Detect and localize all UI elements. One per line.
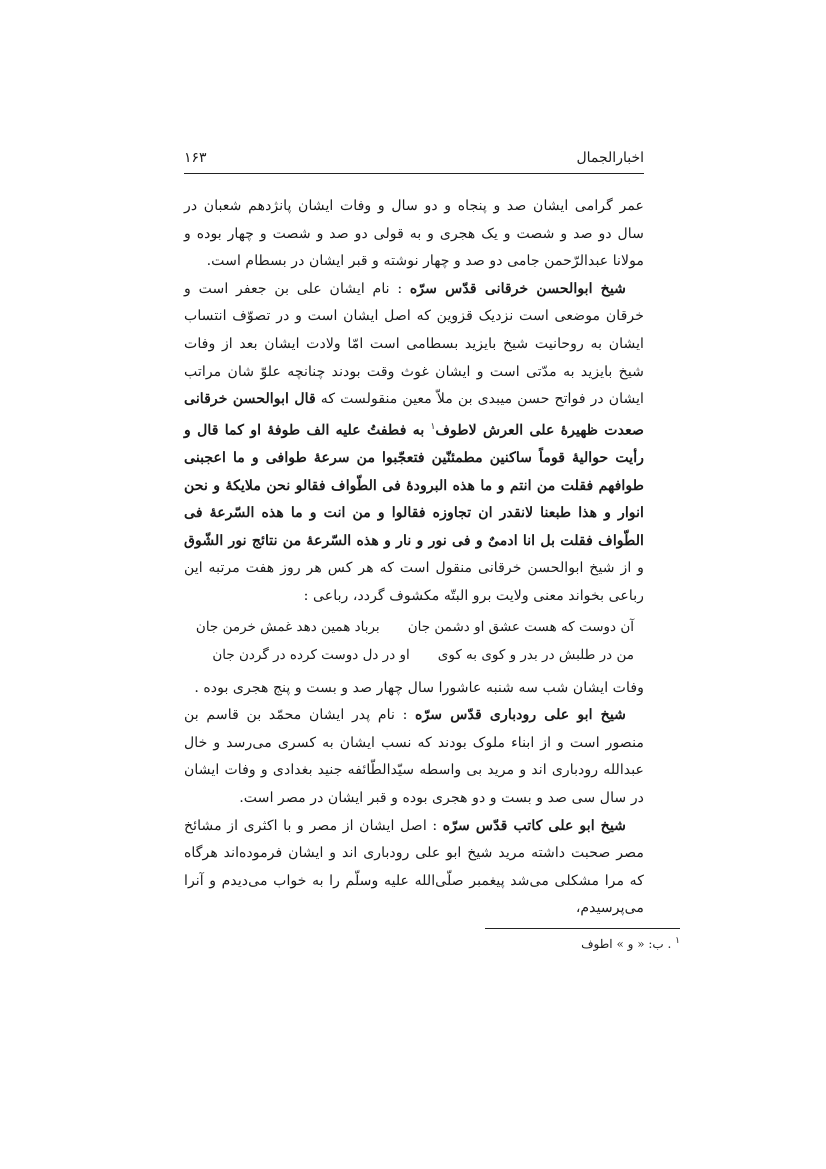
quatrain-line-1-second-hemistich: برباد همین دهد غمش خرمن جان [195,618,380,635]
header-rule [184,173,644,174]
footnote-number: ۱ [675,936,680,946]
quatrain-line-2-first-hemistich: من در طلبش در بدر و کوی به کوی [437,646,634,663]
section-heading-kateb: شیخ ابو علی کاتب قدّس سرّه [442,817,626,834]
quatrain [184,613,644,669]
section-heading-kharaqani: شیخ ابوالحسن خرقانی قدّس سرّه [409,280,627,297]
footnote-rule [485,928,680,929]
page-number: ۱۶۳ [184,150,207,166]
running-title: اخبارالجمال [576,150,644,166]
arabic-quote-b: به فطفتُ علیه الف طوفهٔ او کما قال و رأیت حوالیهٔ قوماً ساکنین مطمئنّین فتعجّبوا من سرعهٔ طوافی و ما اعجبنی طوافهم فقلت من انتم و ما هذه البرودهٔ فی الطّواف فقالو نحن ملایکهٔ و نحن انوار و هذا طبعنا لانقدر ان تجاوزه فقالوا و من انت و ما هذه السّرعهٔ فی الطّواف فقلت بل انا ادمیٌ و فی نور و نار و هذه السّرعهٔ من نتائج نور الشّوق [184,422,644,549]
quatrain-line-1 [184,613,634,641]
quatrain-line-1-first-hemistich: آن دوست که هست عشق او دشمن جان [407,618,634,635]
paragraph-rudbari-text: : نام پدر ایشان محمّد بن قاسم بن منصور است و از ابناء ملوک بودند که نسب ایشان به کسری می‌رسد و خال عبدالله رودباری اند و مرید بی واسطه سیّدالطّائفه جنید بغدادی و وفات ایشان در سال سی صد و بست و دو هجری بوده و قبر ایشان در مصر است. [184,707,644,807]
paragraph-kateb [184,813,644,923]
arabic-quote-a: قال ابوالحسن خرقانی صعدت ظهیرهٔ علی العرش لاطوف [184,391,644,439]
quatrain-line-2 [184,641,634,669]
section-heading-rudbari: شیخ ابو علی رودباری قدّس سرّه [415,707,626,724]
footnote-text: . ب: « و » اطوف [581,937,676,951]
paragraph-kharaqani-text-a: : نام ایشان علی بن جعفر است و خرقان موضعی است نزدیک قزوین که اصل ایشان است و در تصوّف انتساب ایشان به روحانیت شیخ بایزید بسطامی است امّا ولادت ایشان بعد از وفات شیخ بایزید به مدّتی است و ایشان غوث وقت بودند چنانچه علوّ شان مراتب ایشان در فواتح حسن میبدی بن ملاّ معین منقولست که [184,280,644,408]
body-text [184,193,644,923]
running-header [184,150,644,174]
footnote-marker: ۱ [430,421,436,432]
paragraph-kharaqani [184,276,644,611]
paragraph-kateb-text: : اصل ایشان از مصر و با اکثری از مشائخ مصر صحبت داشته مرید شیخ ابو علی رودباری اند و ایشان فرموده‌اند هرگاه که مرا مشکلی می‌شد پیغمبر صلّی‌الله علیه وسلّم را به خواب می‌دیدم و آنرا می‌پرسیدم، [184,817,644,917]
paragraph-kharaqani-text-b: و از شیخ ابوالحسن خرقانی منقول است که هر کس هر روز هفت مرتبه این رباعی بخواند معنی ولایت برو البتّه مکشوف گردد، رباعی : [184,560,644,605]
footnote [470,936,680,951]
paragraph-rudbari [184,702,644,812]
paragraph-death-date: وفات ایشان شب سه شنبه عاشورا سال چهار صد و بست و پنج هجری بوده . [194,679,644,696]
quatrain-line-2-second-hemistich: او در دل دوست کرده در گردن جان [212,646,410,663]
paragraph-1: عمر گرامی ایشان صد و پنجاه و دو سال و وفات ایشان پانژدهم شعبان در سال دو صد و شصت و یک هجری و به قولی دو صد و شصت و چهار بوده و مولانا عبدالرّحمن جامی دو صد و چهار نوشته و قبر ایشان در بسطام است. [184,198,644,270]
